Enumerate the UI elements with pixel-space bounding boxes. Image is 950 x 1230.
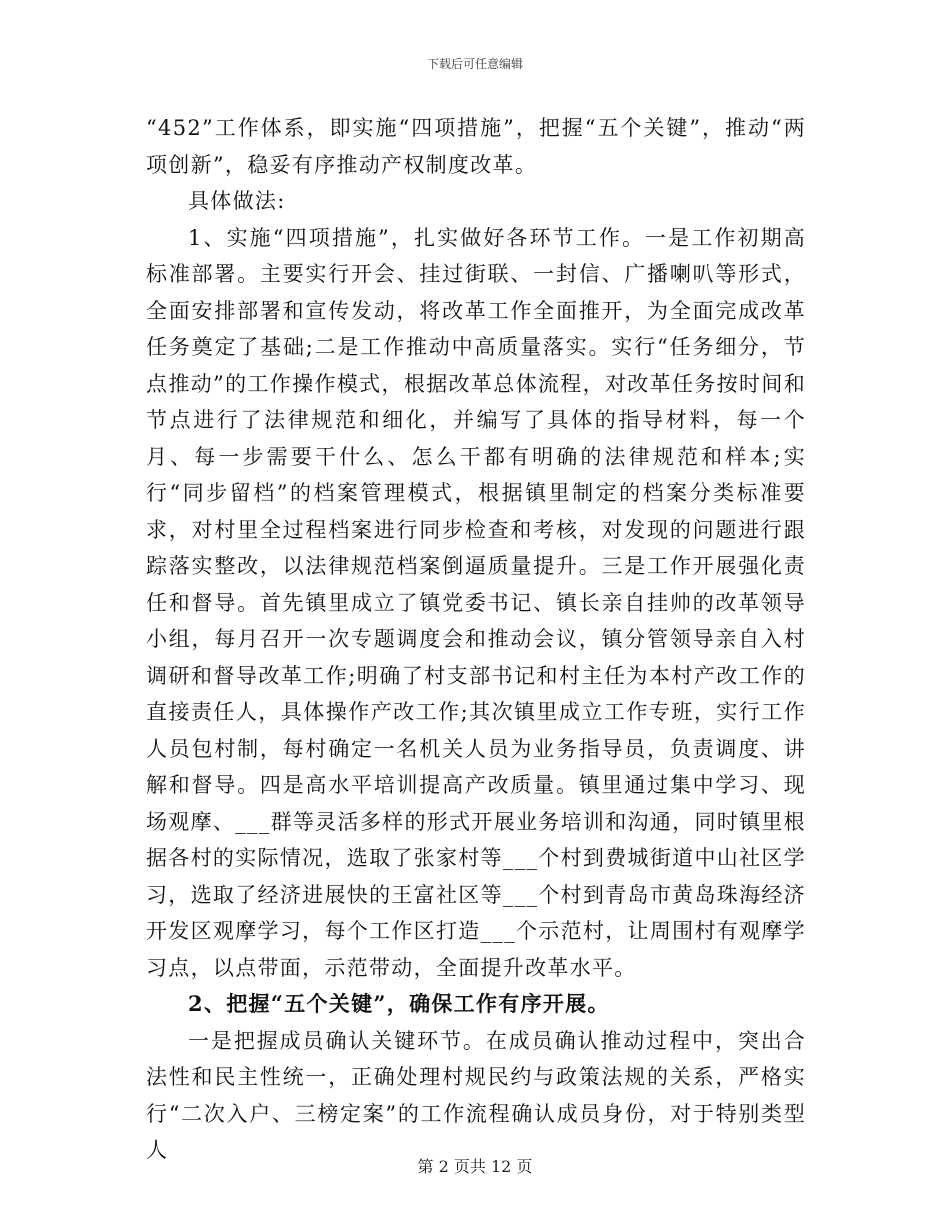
section-heading-five-keys: 2、把握“五个关键”，确保工作有序开展。 (188, 991, 610, 1016)
page-footer: 第 2 页共 12 页 (417, 1157, 533, 1176)
paragraph-four-measures: 1、实施“四项措施”，扎实做好各环节工作。一是工作初期高标准部署。主要实行开会、挂过街联、一封信、广播喇叭等形式，全面安排部署和宣传发动，将改革工作全面推开，为全面完成改革任务奠定了基础;二是工作推动中高质量落实。实行“任务细分，节点推动”的工作操作模式，根据改革总体流程，对改革任务按时间和节点进行了法律规范和细化，并编写了具体的指导材料，每一个月、每一步需要干什么、怎么干都有明确的法律规范和样本;实行“同步留档”的档案管理模式，根据镇里制定的档案分类标准要求，对村里全过程档案进行同步检查和考核，对发现的问题进行跟踪落实整改，以法律规范档案倒逼质量提升。三是工作开展强化责任和督导。首先镇里成立了镇党委书记、镇长亲自挂帅的改革领导小组，每月召开一次专题调度会和推动会议，镇分管领导亲自入村调研和督导改革工作;明确了村支部书记和村主任为本村产改工作的直接责任人，具体操作产改工作;其次镇里成立工作专班，实行工作人员包村制，每村确定一名机关人员为业务指导员，负责调度、讲解和督导。四是高水平培训提高产改质量。镇里通过集中学习、现场观摩、___群等灵活多样的形式开展业务培训和沟通，同时镇里根据各村的实际情况，选取了张家村等___个村到费城街道中山社区学习，选取了经济进展快的王富社区等___个村到青岛市黄岛珠海经济开发区观摩学习，每个工作区打造___个示范村，让周围村有观摩学习点，以点带面，示范带动，全面提升改革水平。 (146, 225, 806, 980)
page-header: 下载后可任意编辑 (426, 57, 523, 71)
paragraph-specific-methods: 具体做法: (188, 189, 286, 213)
paragraph-member-confirmation: 一是把握成员确认关键环节。在成员确认推动过程中，突出合法性和民主性统一，正确处理村规民约与政策法规的关系，严格实行“二次入户、三榜定案”的工作流程确认成员身份，对于特别类型人 (146, 1028, 806, 1162)
paragraph-intro-continuation: “452”工作体系，即实施“四项措施”，把握“五个关键”，推动“两项创新”，稳妥有序推动产权制度改革。 (146, 116, 806, 177)
document-body (146, 110, 806, 1169)
